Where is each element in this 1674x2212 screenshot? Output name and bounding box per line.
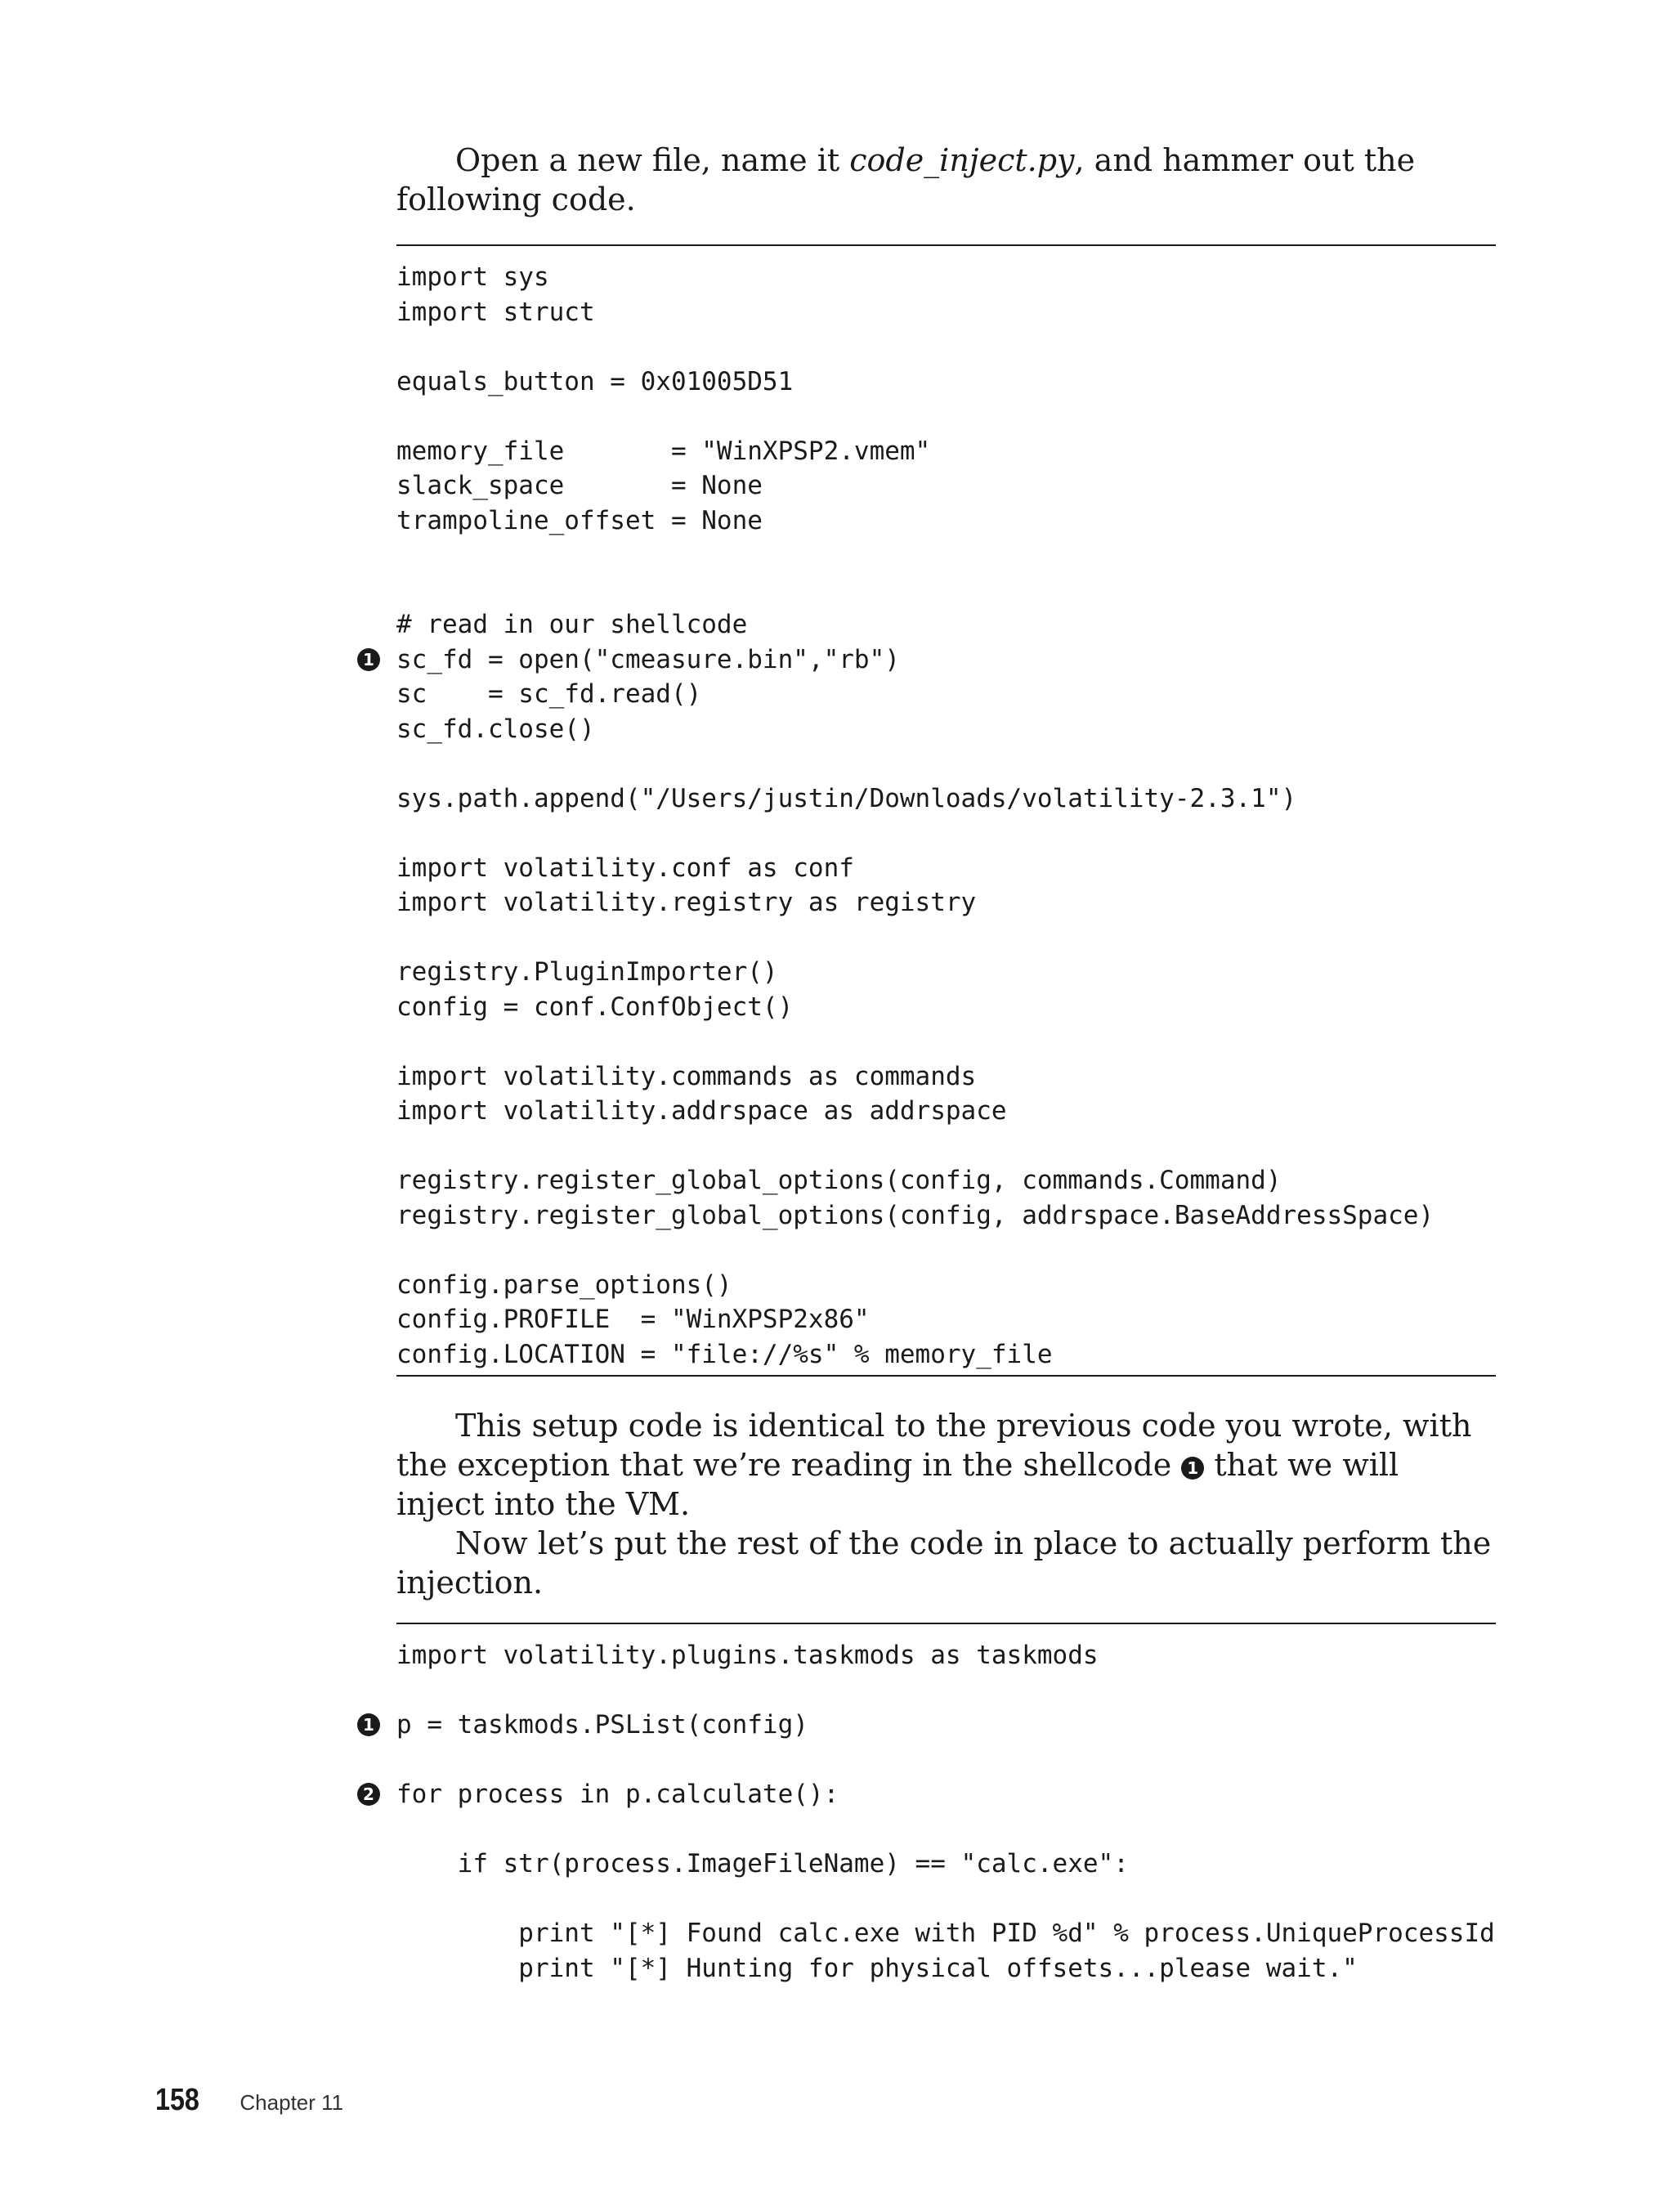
code-line	[396, 538, 1496, 573]
callout-2-icon: 2	[357, 1783, 380, 1806]
code-line	[363, 1777, 1496, 1812]
code-line-text: print "[*] Found calc.exe with PID %d" % process.UniqueProcessId	[396, 1919, 1495, 1948]
code-line	[396, 677, 1496, 712]
code-line	[396, 1916, 1496, 1951]
code-line-text: config = conf.ConfObject()	[396, 992, 794, 1022]
intro-filename: code_inject.py	[849, 142, 1075, 178]
code-line-text: sc = sc_fd.read()	[396, 679, 702, 709]
explanation-p1-after: that we will inject into the VM.	[396, 1447, 1399, 1522]
code-line-text: import volatility.commands as commands	[396, 1061, 977, 1091]
code-line-text: sys.path.append("/Users/justin/Downloads/volatility-2.3.1")	[396, 783, 1297, 813]
code-line	[396, 885, 1496, 920]
code-line-text: import volatility.registry as registry	[396, 888, 977, 917]
code-line-text: config.parse_options()	[396, 1269, 732, 1300]
code-line-text: import volatility.addrspace as addrspace	[396, 1096, 1007, 1126]
code-line-text: equals_button = 0x01005D51	[396, 366, 794, 396]
code-line	[396, 816, 1496, 851]
code-line	[396, 851, 1496, 886]
code-line-text: import struct	[396, 297, 595, 327]
code-block-1-top-rule	[396, 244, 1496, 246]
code-line	[396, 1268, 1496, 1303]
code-line	[396, 1673, 1496, 1708]
code-line	[396, 1951, 1496, 1986]
code-line	[396, 260, 1496, 295]
intro-text-before: Open a new file, name it	[455, 142, 850, 178]
code-line-text: if str(process.ImageFileName) == "calc.exe":	[396, 1849, 1129, 1878]
code-line-text: memory_file = "WinXPSP2.vmem"	[396, 436, 931, 466]
code-line	[396, 1743, 1496, 1778]
explanation-text	[396, 1406, 1496, 1602]
code-line	[396, 573, 1496, 608]
intro-text-after: , and hammer out the following code.	[396, 142, 1416, 217]
code-line	[396, 1059, 1496, 1095]
code-line-text: sc_fd.close()	[396, 714, 595, 744]
code-line-text: registry.register_global_options(config, commands.Command)	[396, 1166, 1282, 1195]
code-line	[396, 607, 1496, 643]
code-line	[396, 1024, 1496, 1059]
code-line	[396, 1337, 1496, 1372]
intro-paragraph	[396, 141, 1496, 219]
code-line-text: import volatility.plugins.taskmods as taskmods	[396, 1641, 1099, 1670]
code-line-text: import sys	[396, 262, 549, 292]
code-line-text: sc_fd = open("cmeasure.bin","rb")	[396, 644, 900, 674]
code-line-text: print "[*] Hunting for physical offsets...please wait."	[396, 1953, 1358, 1983]
code-line-text: slack_space = None	[396, 471, 763, 500]
page-footer	[155, 2083, 343, 2118]
code-line-text: # read in our shellcode	[396, 610, 748, 639]
callout-1-icon: 1	[1181, 1457, 1204, 1480]
code-line	[396, 434, 1496, 469]
code-line	[396, 746, 1496, 781]
code-line-text: p = taskmods.PSList(config)	[396, 1710, 808, 1740]
chapter-label: Chapter 11	[239, 2090, 344, 2115]
code-line-text: registry.PluginImporter()	[396, 957, 778, 987]
code-line-text: registry.register_global_options(config, addrspace.BaseAddressSpace)	[396, 1200, 1435, 1230]
code-line	[396, 295, 1496, 330]
code-line	[396, 920, 1496, 956]
callout-1-icon: 1	[357, 648, 380, 671]
code-line	[363, 1708, 1496, 1743]
code-block-1	[363, 260, 1496, 1372]
code-line	[396, 1233, 1496, 1268]
code-line-text: config.LOCATION = "file://%s" % memory_file	[396, 1339, 1053, 1369]
code-line	[396, 1812, 1496, 1847]
code-line	[396, 329, 1496, 365]
code-line-text: trampoline_offset = None	[396, 505, 763, 535]
code-line-text: import volatility.conf as conf	[396, 853, 854, 883]
explanation-p1-before: This setup code is identical to the previous code you wrote, with the exception that we’re reading in the shellcode	[396, 1408, 1472, 1483]
code-line	[396, 1163, 1496, 1198]
code-line	[396, 955, 1496, 990]
code-line	[396, 1638, 1496, 1673]
code-block-2-top-rule	[396, 1623, 1496, 1624]
code-line	[396, 1847, 1496, 1882]
code-line	[396, 468, 1496, 504]
code-line	[363, 643, 1496, 678]
code-line	[396, 1198, 1496, 1234]
code-line	[396, 365, 1496, 400]
code-line-text: config.PROFILE = "WinXPSP2x86"	[396, 1305, 870, 1334]
code-line-text: for process in p.calculate():	[396, 1780, 839, 1809]
code-line	[396, 781, 1496, 817]
page-number: 158	[155, 2083, 199, 2117]
code-line	[396, 990, 1496, 1025]
code-line	[396, 1302, 1496, 1337]
code-line	[396, 1129, 1496, 1164]
explanation-paragraph-2: Now let’s put the rest of the code in place to actually perform the injection.	[396, 1525, 1492, 1601]
code-line	[396, 399, 1496, 434]
explanation-paragraph-1	[396, 1406, 1496, 1524]
callout-1-icon: 1	[357, 1713, 380, 1736]
code-block-1-bottom-rule	[396, 1375, 1496, 1377]
code-line	[396, 712, 1496, 747]
code-line	[396, 504, 1496, 539]
code-block-2	[363, 1638, 1496, 1986]
code-line	[396, 1882, 1496, 1917]
code-line	[396, 1094, 1496, 1129]
